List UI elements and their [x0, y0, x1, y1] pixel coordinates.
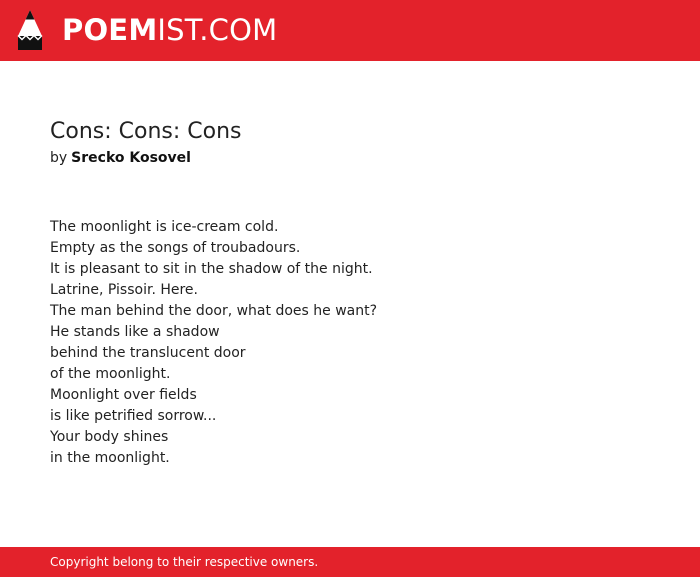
poem-line: It is pleasant to sit in the shadow of the night. [50, 261, 373, 277]
logo-text-bold: POEM [62, 13, 158, 47]
poem-body [50, 217, 650, 469]
byline-label: by [50, 150, 68, 166]
poem-line: in the moonlight. [50, 450, 170, 466]
poem-line: Latrine, Pissoir. Here. [50, 282, 198, 298]
poem-line: The man behind the door, what does he want? [50, 303, 378, 319]
poem-line: of the moonlight. [50, 366, 171, 382]
site-footer [0, 547, 700, 577]
poem-line: is like petrified sorrow... [50, 408, 217, 424]
pencil-tip-icon [17, 9, 43, 51]
poem-line: Moonlight over fields [50, 387, 197, 403]
poem-line: The moonlight is ice-cream cold. [50, 219, 279, 235]
author-link[interactable]: Srecko Kosovel [71, 150, 191, 166]
copyright-notice: Copyright belong to their respective owners. [50, 555, 319, 569]
poem-line: behind the translucent door [50, 345, 246, 361]
poem-line: Your body shines [50, 429, 169, 445]
site-header [0, 0, 700, 61]
poem-line: Empty as the songs of troubadours. [50, 240, 301, 256]
site-logo-text [62, 9, 277, 51]
poem-title: Cons: Cons: Cons [50, 119, 242, 144]
poem-container [50, 117, 650, 469]
logo-text-light: IST.COM [157, 13, 278, 47]
site-logo-link[interactable] [17, 9, 277, 51]
poem-byline [50, 148, 650, 168]
poem-line: He stands like a shadow [50, 324, 220, 340]
